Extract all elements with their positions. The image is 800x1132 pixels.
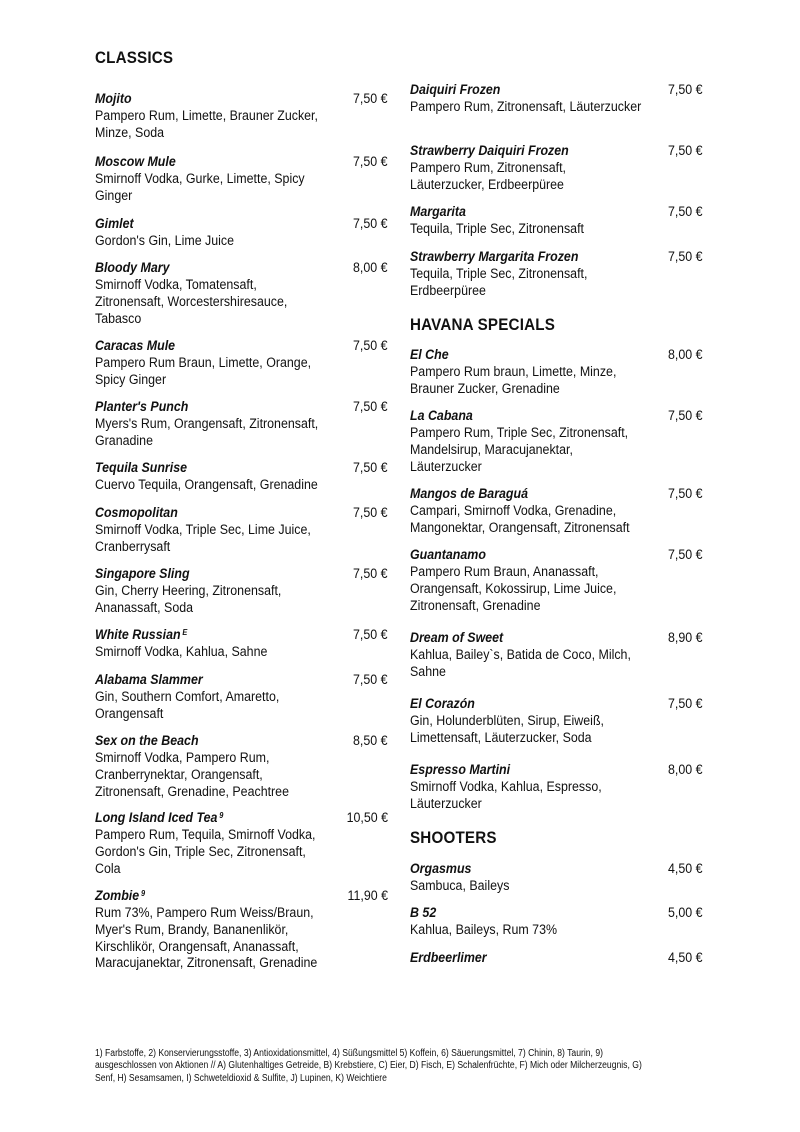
item-description: Kahlua, Baileys, Rum 73% [410, 922, 558, 937]
additive-marker: 9 [219, 811, 224, 820]
item-price: 7,50 € [353, 505, 388, 520]
item-name-text: White Russian [95, 627, 181, 642]
additive-marker: 9 [141, 889, 146, 898]
item-name: Espresso Martini [410, 762, 511, 777]
section-title-havana-specials: HAVANA SPECIALS [410, 316, 556, 334]
item-name-text: Long Island Iced Tea [95, 810, 218, 825]
item-name: Daiquiri Frozen [410, 82, 501, 97]
menu-item [410, 346, 703, 398]
item-price: 7,50 € [668, 143, 703, 158]
item-price: 7,50 € [668, 408, 703, 423]
item-description: Gordon's Gin, Lime Juice [95, 233, 235, 248]
menu-item [410, 860, 703, 895]
item-price: 7,50 € [668, 249, 703, 264]
menu-item [410, 546, 703, 614]
item-name: Singapore Sling [95, 566, 190, 581]
menu-item [95, 504, 388, 556]
menu-item [95, 732, 388, 800]
item-price: 7,50 € [353, 672, 388, 687]
item-price: 8,00 € [668, 762, 703, 777]
item-price: 4,50 € [668, 950, 703, 965]
item-price: 7,50 € [353, 399, 388, 414]
item-description: Gin, Southern Comfort, Amaretto, Orangensaft [95, 689, 280, 721]
item-price: 7,50 € [353, 627, 388, 642]
menu-item [95, 90, 388, 142]
menu-item [410, 248, 703, 300]
menu-item [95, 398, 388, 450]
item-price: 5,00 € [668, 905, 703, 920]
item-description: Kahlua, Bailey`s, Batida de Coco, Milch, Sahne [410, 647, 631, 679]
item-description: Pampero Rum, Limette, Brauner Zucker, Minze, Soda [95, 108, 318, 140]
item-name: Cosmopolitan [95, 505, 178, 520]
item-name: Planter's Punch [95, 399, 189, 414]
section-title-shooters: SHOOTERS [410, 829, 497, 847]
item-description: Pampero Rum, Triple Sec, Zitronensaft, Mandelsirup, Maracujanektar, Läuterzucker [410, 425, 629, 474]
item-price: 7,50 € [353, 154, 388, 169]
menu-item [95, 626, 388, 661]
menu-item [410, 142, 703, 194]
menu-item [410, 761, 703, 813]
item-description: Smirnoff Vodka, Triple Sec, Lime Juice, Cranberrysaft [95, 522, 311, 554]
allergen-marker: E [182, 628, 188, 637]
item-description: Gin, Cherry Heering, Zitronensaft, Ananassaft, Soda [95, 583, 282, 615]
menu-item [410, 203, 703, 238]
menu-item [410, 407, 703, 475]
menu-item [410, 904, 703, 939]
item-description: Smirnoff Vodka, Kahlua, Espresso, Läuterzucker [410, 779, 602, 811]
menu-item [95, 259, 388, 327]
item-name: Tequila Sunrise [95, 460, 188, 475]
item-price: 7,50 € [668, 696, 703, 711]
item-name: Margarita [410, 204, 466, 219]
menu-item [410, 695, 703, 747]
menu-item [95, 887, 388, 972]
menu-item [95, 459, 388, 494]
item-name: Alabama Slammer [95, 672, 203, 687]
item-description: Tequila, Triple Sec, Zitronensaft [410, 221, 584, 236]
menu-item [95, 215, 388, 250]
item-name [95, 809, 223, 826]
menu-item [410, 949, 703, 967]
menu-item [95, 671, 388, 723]
item-price: 7,50 € [353, 91, 388, 106]
item-description: Smirnoff Vodka, Gurke, Limette, Spicy Ginger [95, 171, 305, 203]
item-name: Gimlet [95, 216, 134, 231]
menu-item [410, 629, 703, 681]
item-name: Guantanamo [410, 547, 486, 562]
item-price: 4,50 € [668, 861, 703, 876]
item-price: 7,50 € [353, 566, 388, 581]
item-name: Sex on the Beach [95, 733, 199, 748]
item-name: Caracas Mule [95, 338, 176, 353]
item-description: Campari, Smirnoff Vodka, Grenadine, Mangonektar, Orangensaft, Zitronensaft [410, 503, 630, 535]
item-description: Pampero Rum Braun, Ananassaft, Orangensaft, Kokossirup, Lime Juice, Zitronensaft, Grenadine [410, 564, 617, 613]
item-name: Bloody Mary [95, 260, 170, 275]
item-price: 7,50 € [668, 547, 703, 562]
item-price: 8,50 € [353, 733, 388, 748]
item-name: Moscow Mule [95, 154, 176, 169]
item-price: 7,50 € [353, 338, 388, 353]
item-description: Tequila, Triple Sec, Zitronensaft, Erdbeerpüree [410, 266, 588, 298]
item-name-text: Zombie [95, 888, 140, 903]
item-name: Mangos de Baraguá [410, 486, 529, 501]
item-price: 8,90 € [668, 630, 703, 645]
item-name [95, 626, 187, 643]
item-name: El Corazón [410, 696, 475, 711]
item-description: Pampero Rum, Zitronensaft, Läuterzucker [410, 99, 642, 114]
item-description: Rum 73%, Pampero Rum Weiss/Braun, Myer's Rum, Brandy, Bananenlikör, Kirschlikör, Orangensaft, Ananassaft, Maracujanektar, Zitronensaft, Grenadine [95, 905, 318, 971]
menu-item [410, 81, 703, 116]
item-description: Smirnoff Vodka, Kahlua, Sahne [95, 644, 268, 659]
menu-item [95, 809, 388, 877]
item-description: Pampero Rum, Zitronensaft, Läuterzucker, Erdbeerpüree [410, 160, 567, 192]
menu-item [95, 565, 388, 617]
item-name: Erdbeerlimer [410, 950, 487, 965]
menu-item [95, 337, 388, 389]
item-description: Pampero Rum Braun, Limette, Orange, Spicy Ginger [95, 355, 312, 387]
item-price: 7,50 € [353, 216, 388, 231]
item-name: La Cabana [410, 408, 473, 423]
item-name: El Che [410, 347, 449, 362]
item-description: Smirnoff Vodka, Pampero Rum, Cranberrynektar, Orangensaft, Zitronensaft, Grenadine, Peachtree [95, 750, 290, 799]
item-name: Strawberry Daiquiri Frozen [410, 143, 569, 158]
item-name: Mojito [95, 91, 132, 106]
menu-item [410, 485, 703, 537]
item-price: 8,00 € [353, 260, 388, 275]
item-description: Cuervo Tequila, Orangensaft, Grenadine [95, 477, 318, 492]
item-description: Pampero Rum braun, Limette, Minze, Brauner Zucker, Grenadine [410, 364, 617, 396]
item-description: Pampero Rum, Tequila, Smirnoff Vodka, Gordon's Gin, Triple Sec, Zitronensaft, Cola [95, 827, 316, 876]
item-name: Strawberry Margarita Frozen [410, 249, 579, 264]
footnote-additives-allergens: 1) Farbstoffe, 2) Konservierungsstoffe, 3) Antioxidationsmittel, 4) Süßungsmittel 5) Koffein, 6) Säuerungsmittel, 7) Chinin, 8) Taurin, 9) ausgeschlossen von Aktionen // A) Glutenhaltiges Getreide, B) Krebstiere, C) Eier, D) Fisch, E) Schalenfrüchte, F) Mich oder Milcherzeugnis, G) Senf, H) Sesamsamen, I) Schweteldioxid & Sulfite, J) Lupinen, K) Weichtiere [95, 1048, 642, 1084]
item-description: Smirnoff Vodka, Tomatensaft, Zitronensaft, Worcestershiresauce, Tabasco [95, 277, 288, 326]
item-description: Gin, Holunderblüten, Sirup, Eiweiß, Limettensaft, Läuterzucker, Soda [410, 713, 604, 745]
item-price: 7,50 € [353, 460, 388, 475]
item-name: B 52 [410, 905, 437, 920]
item-description: Sambuca, Baileys [410, 878, 510, 893]
item-price: 7,50 € [668, 204, 703, 219]
item-price: 7,50 € [668, 82, 703, 97]
item-name: Dream of Sweet [410, 630, 504, 645]
section-title-classics: CLASSICS [95, 49, 174, 67]
item-description: Myers's Rum, Orangensaft, Zitronensaft, Granadine [95, 416, 319, 448]
menu-item [95, 153, 388, 205]
item-price: 7,50 € [668, 486, 703, 501]
item-name: Orgasmus [410, 861, 472, 876]
item-price: 8,00 € [668, 347, 703, 362]
item-name [95, 887, 145, 904]
item-price: 11,90 € [347, 888, 388, 903]
item-price: 10,50 € [346, 810, 388, 825]
